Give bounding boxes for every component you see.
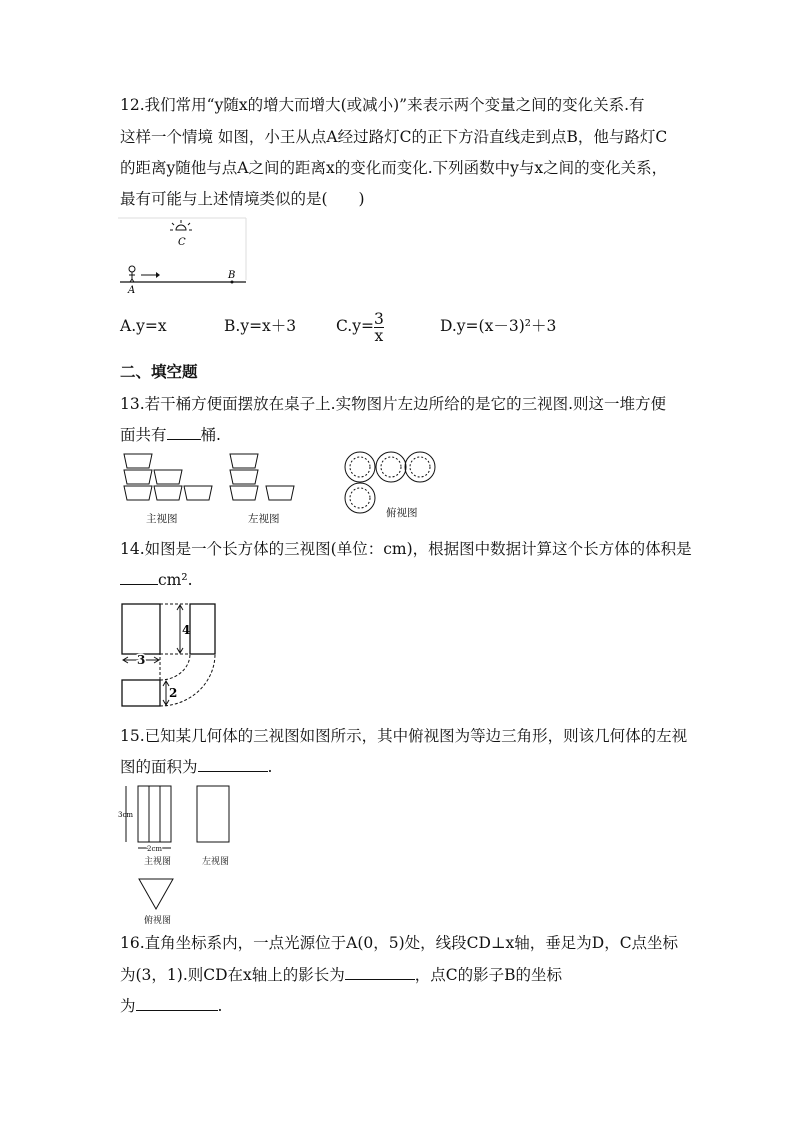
label-c: C bbox=[178, 237, 186, 248]
q12-option-d: D.y=(x－3)²＋3 bbox=[440, 317, 557, 335]
q16-line-2 bbox=[120, 965, 562, 985]
answer-blank[interactable] bbox=[167, 425, 201, 440]
q15-caption-left: 左视图 bbox=[202, 857, 230, 867]
dim-width: 2cm bbox=[147, 845, 163, 853]
q14-line-1: 14.如图是一个长方体的三视图(单位：cm)，根据图中数据计算这个长方体的体积是 bbox=[120, 540, 692, 558]
q16-line-3-text: 为 bbox=[120, 997, 136, 1015]
q15-line-1: 15.已知某几何体的三视图如图所示，其中俯视图为等边三角形，则该几何体的左视 bbox=[120, 727, 688, 745]
q15-left-view bbox=[195, 784, 235, 844]
q12-line-3: 的距离y随他与点A之间的距离x的变化而变化.下列函数中y与x之间的变化关系， bbox=[120, 159, 668, 177]
q12-option-c-fraction bbox=[374, 311, 384, 344]
dim-height: 3cm bbox=[118, 811, 134, 819]
arrow-right-icon bbox=[141, 272, 160, 278]
q15-caption-top: 俯视图 bbox=[144, 916, 172, 926]
q16-line-1: 16.直角坐标系内，一点光源位于A(0，5)处，线段CD⊥x轴，垂足为D，C点坐标 bbox=[120, 934, 679, 952]
q15-caption-front: 主视图 bbox=[144, 857, 172, 867]
q12-figure bbox=[118, 214, 248, 294]
answer-blank[interactable] bbox=[198, 757, 268, 772]
q12-line-1: 12.我们常用“y随x的增大而增大(或减小)”来表示两个变量之间的变化关系.有 bbox=[120, 96, 645, 114]
fraction-numerator: 3 bbox=[373, 309, 384, 328]
q13-left-view bbox=[228, 452, 303, 512]
q13-front-view bbox=[122, 452, 217, 512]
q15-line-2-tail: . bbox=[267, 758, 273, 776]
q12-option-c bbox=[336, 306, 384, 346]
q13-caption-front: 主视图 bbox=[146, 513, 178, 525]
q13-caption-top: 俯视图 bbox=[386, 507, 418, 519]
q16-line-3-tail: . bbox=[217, 997, 223, 1015]
q16-line-3 bbox=[120, 996, 222, 1016]
answer-blank[interactable] bbox=[345, 965, 415, 980]
label-a: A bbox=[128, 285, 136, 296]
dim-width: 3 bbox=[137, 653, 146, 667]
q12-line-2: 这样一个情境 如图，小王从点A经过路灯C的正下方沿直线走到点B，他与路灯C bbox=[120, 128, 668, 146]
q16-line-2-tail: ，点C的影子B的坐标 bbox=[414, 966, 563, 984]
fraction-denominator: x bbox=[374, 326, 384, 345]
dim-height: 4 bbox=[182, 623, 191, 637]
q12-option-a: A.y=x bbox=[120, 317, 167, 335]
answer-blank[interactable] bbox=[136, 996, 218, 1011]
q12-option-b: B.y=x＋3 bbox=[224, 317, 297, 335]
q15-line-2-text: 图的面积为 bbox=[120, 758, 198, 776]
dim-depth: 2 bbox=[169, 686, 178, 700]
answer-blank[interactable] bbox=[120, 570, 158, 585]
q12-line-4: 最有可能与上述情境类似的是( ) bbox=[120, 190, 365, 208]
q13-caption-left: 左视图 bbox=[248, 513, 280, 525]
lamp-icon bbox=[170, 220, 192, 230]
q13-line-2-tail: 桶. bbox=[200, 426, 221, 444]
q15-front-view bbox=[118, 784, 178, 854]
q15-top-view bbox=[136, 876, 181, 916]
person-icon bbox=[129, 266, 135, 282]
q12-option-c-prefix: C.y= bbox=[336, 317, 374, 335]
q14-line-2-tail: cm². bbox=[158, 571, 193, 589]
q13-line-1: 13.若干桶方便面摆放在桌子上.实物图片左边所给的是它的三视图.则这一堆方便 bbox=[120, 395, 667, 413]
section-title: 二、填空题 bbox=[120, 363, 198, 381]
q16-line-2-text: 为(3，1).则CD在x轴上的影长为 bbox=[120, 966, 345, 984]
q14-three-views bbox=[118, 600, 228, 712]
q14-line-2 bbox=[120, 570, 193, 590]
q13-line-2 bbox=[120, 425, 221, 445]
q13-line-2-text: 面共有 bbox=[120, 426, 167, 444]
q15-line-2 bbox=[120, 757, 272, 777]
label-b: B bbox=[228, 270, 236, 281]
